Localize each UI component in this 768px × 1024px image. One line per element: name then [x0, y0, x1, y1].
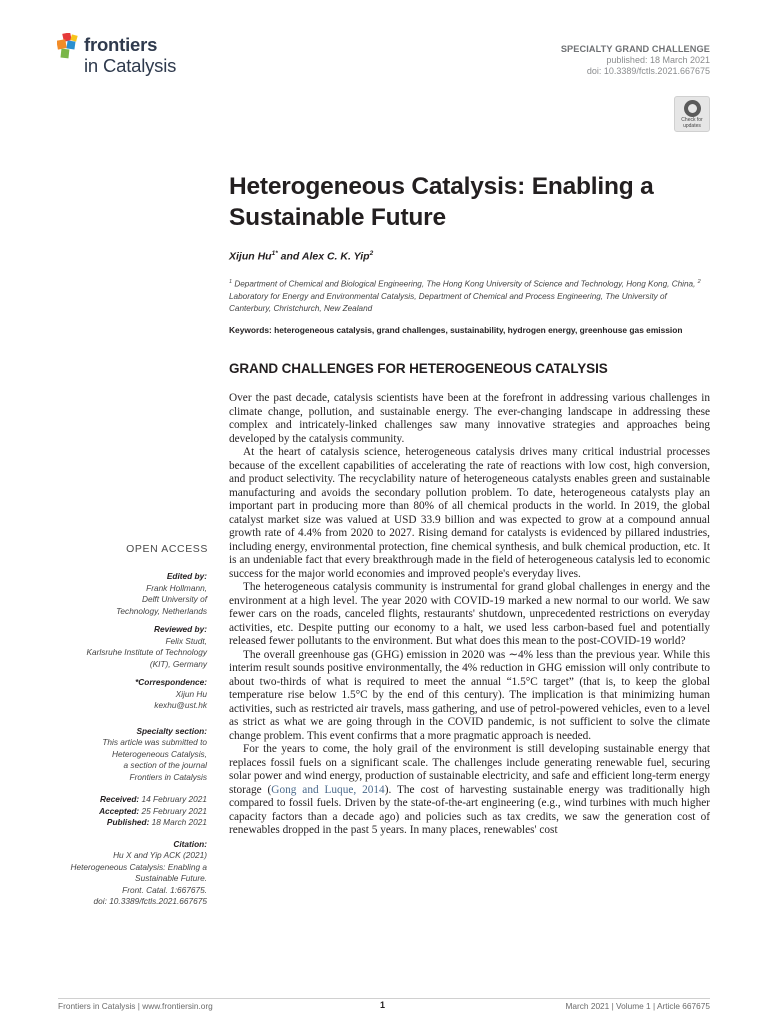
edited-by-heading: Edited by:	[166, 571, 207, 581]
reviewer-line: (KIT), Germany	[149, 658, 207, 669]
citation-doi[interactable]: doi: 10.3389/fctls.2021.667675	[93, 896, 207, 906]
article-info-sidebar	[40, 571, 207, 915]
paragraph-text: For the years to come, the holy grail of the environment is still developing sustainable energy that replaces fossil fuels on a significant scale. The challenges include generating renewable fuel, securing solar power and wind energy, production of sustainable electricity, and safe and efficient long-term energy storage (	[229, 743, 710, 796]
open-access-label: OPEN ACCESS	[126, 543, 208, 555]
keywords-text: heterogeneous catalysis, grand challenges, sustainability, hydrogen energy, greenhouse gas emission	[271, 325, 683, 335]
keywords-label: Keywords:	[229, 325, 272, 335]
citation-block	[40, 839, 207, 908]
editor-line: Frank Hollmann,	[146, 582, 207, 593]
logo-word-frontiers: frontiers	[84, 34, 158, 55]
reviewed-by-block	[40, 624, 207, 670]
update-check-icon	[684, 100, 701, 117]
specialty-line: a section of the journal	[123, 760, 207, 770]
author-list	[229, 250, 373, 263]
specialty-line: This article was submitted to	[102, 737, 207, 747]
frontiers-logo-icon	[57, 33, 81, 61]
received-date	[40, 794, 207, 806]
page-number: 1	[380, 1000, 386, 1010]
correspondence-email[interactable]: kexhu@ust.hk	[154, 700, 207, 710]
affiliation-marker: 1	[229, 279, 233, 285]
citation-line: Front. Catal. 1:667675.	[122, 884, 207, 895]
keywords	[229, 325, 729, 335]
accepted-label: Accepted:	[99, 805, 140, 816]
received-label: Received:	[99, 794, 140, 804]
published-label: Published:	[106, 817, 150, 827]
citation-line: Sustainable Future.	[135, 873, 207, 883]
article-meta-header	[561, 44, 710, 77]
citation-heading: Citation:	[173, 838, 207, 849]
affiliations	[229, 276, 709, 315]
journal-logo[interactable]	[57, 33, 187, 81]
reviewer-line: Karlsruhe Institute of Technology	[86, 647, 207, 657]
specialty-line: Heterogeneous Catalysis,	[111, 748, 207, 759]
article-type: SPECIALTY GRAND CHALLENGE	[560, 44, 710, 54]
body-paragraph: The overall greenhouse gas (GHG) emission in 2020 was ∼4% less than the previous year. While this interim result sounds positive environmentally, the 4% reduction in GHG emission will only contribute to about two-thirds of what is required to meet the annual “1.5°C target” (that is, to keep the global temperature rise below 1.5°C by the end of this century). The implication is that minimizing human activities, such as restricted air travels, mass gathering, and use of petrol-powered vehicles, even to a level as strict as what we are going through in the COVID pandemic, is not sufficient to solve the climate change problem. This event confirms that a more pragmatic approach is needed.	[229, 648, 710, 742]
dates-block	[40, 794, 207, 829]
article-title: Heterogeneous Catalysis: Enabling a Sustainable Future	[229, 173, 654, 231]
footer-issue-info: March 2021 | Volume 1 | Article 667675	[565, 1001, 710, 1011]
author-conjunction: and	[277, 250, 302, 263]
author-name[interactable]: Xijun Hu	[229, 250, 272, 263]
paragraph-text: ). The cost of harvesting sustainable energy was traditionally high compared to fossil fuels. Driven by the state-of-the-art engineering (e.g., wind turbines with much higher capacity factors than a decade ago) and policies such as tax credits, we saw the generation cost of renewables dropped in the past 5 years. In many places, renewables' cost	[229, 783, 711, 836]
author-affiliation-marker: 1*	[271, 250, 278, 257]
body-paragraph	[229, 743, 710, 838]
citation-link[interactable]: Gong and Luque, 2014	[271, 783, 385, 796]
affiliation-marker: 2	[697, 279, 701, 285]
accepted-date	[40, 806, 207, 818]
correspondence-name: Xijun Hu	[175, 688, 207, 699]
citation-line: Heterogeneous Catalysis: Enabling a	[70, 861, 207, 872]
published-date-sidebar	[40, 817, 207, 829]
citation-line: Hu X and Yip ACK (2021)	[113, 850, 207, 860]
reviewed-by-heading: Reviewed by:	[153, 624, 207, 634]
affiliation-text: Department of Chemical and Biological Engineering, The Hong Kong University of Science and Technology, Hong Kong, China,	[232, 279, 698, 289]
section-heading: GRAND CHALLENGES FOR HETEROGENEOUS CATALYSIS	[229, 361, 608, 376]
affiliation-text: Laboratory for Energy and Environmental Catalysis, Department of Chemical and Process Engineering, The University of Canterbury, Christchurch, New Zealand	[229, 291, 667, 314]
article-doi[interactable]: doi: 10.3389/fctls.2021.667675	[586, 66, 710, 76]
specialty-section-block	[40, 726, 207, 784]
logo-word-journal: in Catalysis	[84, 55, 177, 76]
specialty-heading: Specialty section:	[136, 725, 207, 736]
footer-journal-link[interactable]: Frontiers in Catalysis | www.frontiersin.org	[58, 1001, 213, 1011]
body-paragraph: At the heart of catalysis science, heterogeneous catalysis drives many critical industrial processes because of the excellent capabilities of accelerating the rate of reactions with low cost, high conversion, and product selectivity. The recyclability nature of heterogeneous catalysts enables green and sustainable manufacturing and avoids the secondary pollution problem. To date, heterogeneous catalysts play an important part in producing more than 80% of all chemical products in the world. In 2019, the global catalyst market size was valued at USD 33.9 billion and was expected to grow at a compound annual growth rate of 4.4% from 2020 to 2027. Rising demand for catalysts is evidenced by pillared industries, including energy, environmental protection, fine chemical synthesis, and bulk chemical production, etc. It is an undeniable fact that every breakthrough made in the field of heterogeneous catalysis led to economic success for the major world economies and improved people's everyday lives.	[229, 446, 710, 580]
specialty-line: Frontiers in Catalysis	[129, 771, 207, 782]
published-value: 18 March 2021	[149, 817, 207, 827]
body-paragraph: Over the past decade, catalysis scientists have been at the forefront in addressing various challenges in climate change, pollution, and sustainable energy. The ever-changing landscape in addressing these complex and intricately-linked challenges saw many innovative strategies and approaches being developed by the catalysis community.	[229, 392, 710, 445]
reviewer-line: Felix Studt,	[165, 635, 207, 646]
check-badge-label: Check for updates	[681, 117, 703, 129]
correspondence-heading: *Correspondence:	[135, 677, 207, 687]
accepted-value: 25 February 2021	[139, 805, 207, 816]
published-date: published: 18 March 2021	[606, 55, 710, 65]
editor-line: Technology, Netherlands	[116, 605, 207, 616]
author-name[interactable]: Alex C. K. Yip	[301, 250, 370, 263]
received-value: 14 February 2021	[139, 794, 207, 804]
article-body	[229, 392, 710, 838]
footer-divider	[58, 998, 710, 999]
check-for-updates-badge[interactable]	[674, 96, 710, 132]
edited-by-block	[40, 571, 207, 617]
body-paragraph: The heterogeneous catalysis community is instrumental for grand global challenges in energy and the environment at a high level. The year 2020 with COVID-19 marked a new normal to our world. We saw fewer cars on the roads, canceled flights, restaurants' shutdown, unprecedented restrictions on everyday activities, etc. Despite putting our economy to a halt, we used less carbon-based fuel and potentially released fewer pollutants to the environment. But what does this mean to the post-COVID-19 world?	[229, 581, 710, 647]
editor-line: Delft University of	[141, 594, 207, 604]
author-affiliation-marker: 2	[369, 250, 374, 257]
correspondence-block	[40, 677, 207, 712]
